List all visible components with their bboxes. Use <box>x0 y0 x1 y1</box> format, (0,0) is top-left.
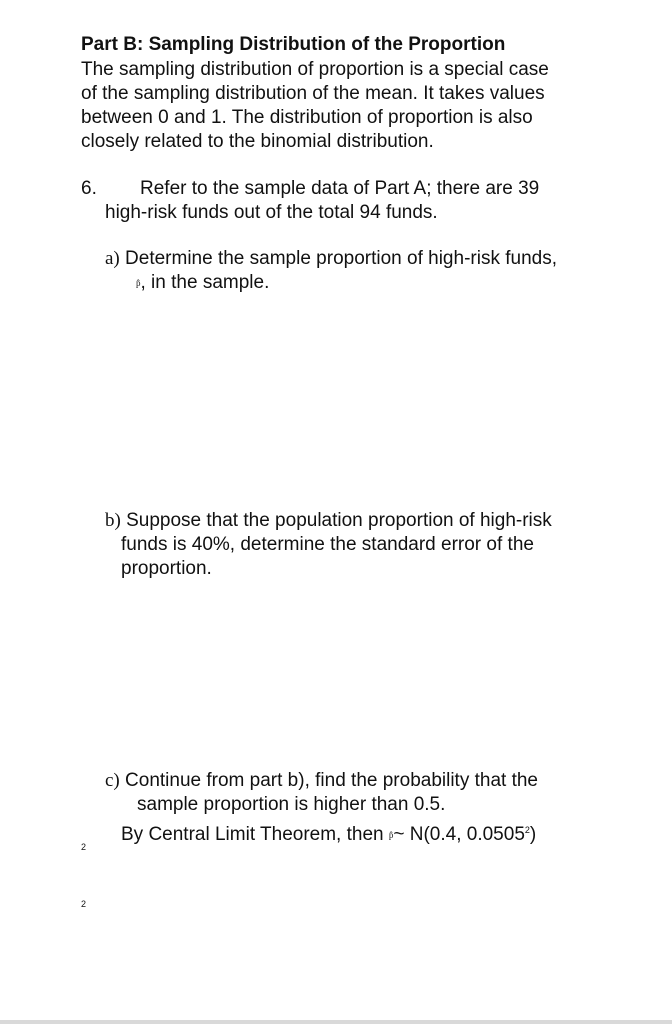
part-c-text-start: By Central Limit Theorem, then <box>121 824 389 845</box>
part-a-text-rest: , in the sample. <box>140 272 270 293</box>
part-a-marker: a) <box>105 248 120 269</box>
part-c-text: Continue from part b), find the probability that the <box>119 770 538 791</box>
part-b-text: Suppose that the population proportion of high-risk <box>120 510 552 531</box>
intro-paragraph <box>81 58 601 154</box>
intro-line: closely related to the binomial distribution. <box>81 131 434 152</box>
intro-line: of the sampling distribution of the mean. It takes values <box>81 83 545 104</box>
page-mark: 2 <box>81 842 87 852</box>
question-number: 6. <box>81 178 97 199</box>
question-text-line1: Refer to the sample data of Part A; there are 39 <box>140 178 540 199</box>
page-mark: 2 <box>81 899 87 909</box>
part-b-line3: proportion. <box>121 558 212 579</box>
part-c-line1 <box>105 769 538 793</box>
part-c-line2: sample proportion is higher than 0.5. <box>137 794 446 815</box>
part-c-marker: c) <box>105 770 120 791</box>
part-c-line3 <box>121 818 536 847</box>
intro-line: The sampling distribution of proportion is a special case <box>81 59 549 80</box>
part-a-text: Determine the sample proportion of high-risk funds, <box>119 248 557 269</box>
part-a-line1 <box>105 247 557 271</box>
section-heading: Part B: Sampling Distribution of the Proportion <box>81 34 506 55</box>
question-text-line2: high-risk funds out of the total 94 funds. <box>105 202 438 223</box>
part-b-line1 <box>105 509 552 533</box>
p-hat-symbol: p̂ <box>388 830 394 840</box>
part-b-line2: funds is 40%, determine the standard error of the <box>121 534 534 555</box>
part-c-text-mid: ~ N(0.4, 0.0505 <box>393 824 525 845</box>
part-b-marker: b) <box>105 510 121 531</box>
part-c-text-end: ) <box>529 824 537 845</box>
p-hat-symbol: p̂ <box>136 278 141 288</box>
page-bottom-edge <box>0 1020 672 1024</box>
part-a-line2 <box>136 271 269 295</box>
superscript-two: 2 <box>524 825 530 835</box>
intro-line: between 0 and 1. The distribution of proportion is also <box>81 107 533 128</box>
